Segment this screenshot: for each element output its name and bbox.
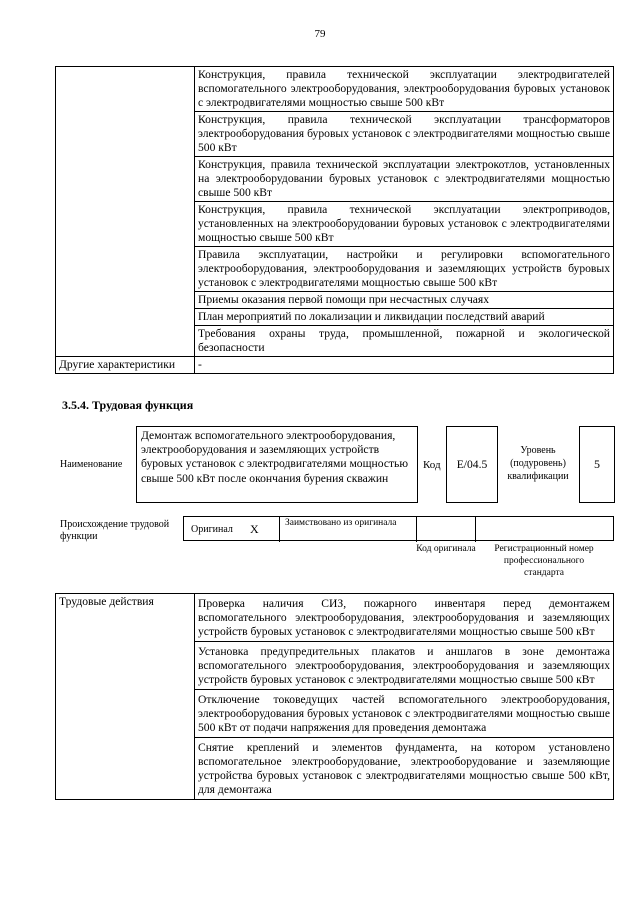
table-cell: Конструкция, правила технической эксплуатации электроприводов, установленных на электрооборудовании буровых установок с электродвигателями мощностью свыше 500 кВт bbox=[195, 202, 614, 247]
code-box: E/04.5 bbox=[446, 426, 498, 503]
level-label: Уровень (подуровень) квалификации bbox=[507, 445, 569, 482]
level-box: 5 bbox=[579, 426, 615, 503]
original-mark: X bbox=[250, 522, 259, 536]
name-label: Наименование bbox=[60, 459, 123, 470]
empty-label-cell bbox=[56, 67, 195, 357]
table-cell: Отключение токоведущих частей вспомогательного электрооборудования, электрооборудования буровых установок с электродвигателями мощностью свыше 500 кВт от подачи напряжения для проведения демонтажа bbox=[195, 690, 614, 738]
labor-actions-table bbox=[55, 593, 614, 800]
table-cell: Проверка наличия СИЗ, пожарного инвентаря перед демонтажем вспомогательного электрооборудования, электрооборудования и заземляющих устройств буровых установок с электродвигателями мощностью свыше 500 кВт bbox=[195, 594, 614, 642]
code-label: Код bbox=[423, 459, 441, 471]
knowledge-table bbox=[55, 66, 614, 374]
table-cell: Требования охраны труда, промышленной, пожарной и экологической безопасности bbox=[195, 326, 614, 357]
table-cell: Конструкция, правила технической эксплуатации электродвигателей вспомогательного электрооборудования, электрооборудования буровых установок с электродвигателями мощностью свыше 500 кВт bbox=[195, 67, 614, 112]
original-label: Оригинал bbox=[191, 524, 233, 535]
section-heading: 3.5.4. Трудовая функция bbox=[62, 398, 194, 412]
table-row bbox=[56, 67, 614, 112]
function-name-box: Демонтаж вспомогательного электрооборудования, электрооборудования и заземляющих устройств буровых установок с электродвигателями мощностью свыше 500 кВт после окончания бурения скважин bbox=[136, 426, 418, 503]
table-cell: Конструкция, правила технической эксплуатации трансформаторов электрооборудования буровых установок с электродвигателями мощностью свыше 500 кВт bbox=[195, 112, 614, 157]
reg-number-label: Регистрационный номер профессионального стандарта bbox=[494, 544, 594, 578]
table-cell: Снятие креплений и элементов фундамента, на котором установлено вспомогательное электрооборудование, электрооборудование и заземляющие устройства буровых установок с электродвигателями мощностью свыше 500 кВт, для демонтажа bbox=[195, 738, 614, 800]
divider bbox=[279, 517, 280, 542]
labor-actions-label: Трудовые действия bbox=[56, 594, 195, 800]
table-row bbox=[56, 594, 614, 642]
table-cell: Правила эксплуатации, настройки и регулировки вспомогательного электрооборудования, электрооборудования и заземляющих устройств буровых установок с электродвигателями мощностью свыше 500 кВт bbox=[195, 247, 614, 292]
other-characteristics-value: - bbox=[195, 357, 614, 374]
origin-box bbox=[183, 516, 614, 541]
table-row bbox=[56, 357, 614, 374]
origin-label: Происхождение трудовой функции bbox=[60, 519, 170, 542]
page-number: 79 bbox=[314, 28, 326, 40]
table-cell: Конструкция, правила технической эксплуатации электрокотлов, установленных на электрооборудовании буровых установок с электродвигателями мощностью свыше 500 кВт bbox=[195, 157, 614, 202]
table-cell: План мероприятий по локализации и ликвидации последствий аварий bbox=[195, 309, 614, 326]
other-characteristics-label: Другие характеристики bbox=[56, 357, 195, 374]
table-cell: Установка предупредительных плакатов и аншлагов в зоне демонтажа вспомогательного электрооборудования, электрооборудования и заземляющих устройств буровых установок с электродвигателями мощностью свыше 500 кВт bbox=[195, 642, 614, 690]
divider bbox=[475, 517, 476, 542]
divider bbox=[416, 517, 417, 542]
borrowed-label: Заимствовано из оригинала bbox=[285, 518, 397, 528]
code-original-label: Код оригинала bbox=[416, 544, 476, 554]
table-cell: Приемы оказания первой помощи при несчастных случаях bbox=[195, 292, 614, 309]
